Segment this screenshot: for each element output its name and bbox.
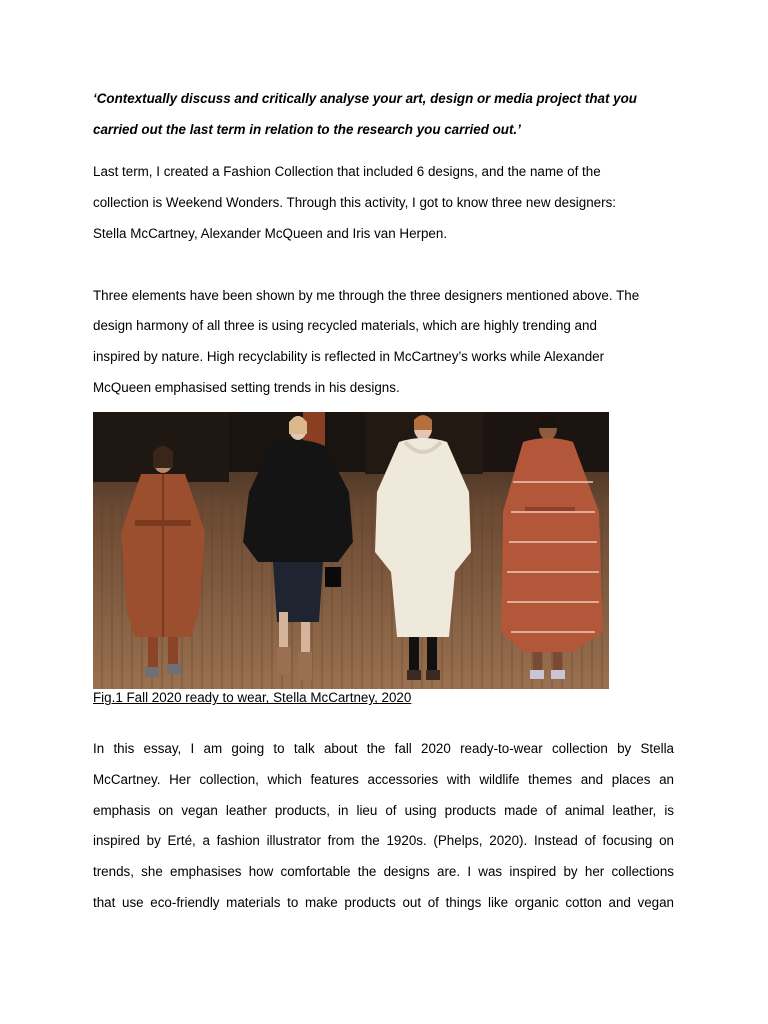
question-line: ‘Contextually discuss and critically analyse your art, design or media project that you bbox=[93, 91, 637, 106]
paragraph-intro bbox=[93, 157, 674, 249]
paragraph-line: inspired by Erté, a fashion illustrator from the 1920s. (Phelps, 2020). Instead of focusing on bbox=[93, 833, 674, 849]
paragraph-line: In this essay, I am going to talk about the fall 2020 ready-to-wear collection by Stella bbox=[93, 741, 674, 757]
paragraph-line: design harmony of all three is using recycled materials, which are highly trending and bbox=[93, 318, 597, 334]
paragraph-line: McCartney. Her collection, which features accessories with wildlife themes and places an bbox=[93, 772, 674, 788]
figure-caption: Fig.1 Fall 2020 ready to wear, Stella McCartney, 2020 bbox=[93, 690, 412, 706]
paragraph-line: that use eco-friendly materials to make products out of things like organic cotton and vegan bbox=[93, 894, 674, 910]
runway-photo-panel-4 bbox=[483, 412, 609, 689]
runway-photo-panel-2 bbox=[229, 412, 365, 689]
paragraph-designers bbox=[93, 281, 674, 404]
paragraph-line: Stella McCartney, Alexander McQueen and Iris van Herpen. bbox=[93, 225, 448, 241]
essay-question bbox=[93, 84, 674, 145]
paragraph-line: collection is Weekend Wonders. Through this activity, I got to know three new designers: bbox=[93, 195, 616, 211]
paragraph-essay-body bbox=[93, 734, 674, 918]
paragraph-line: emphasis on vegan leather products, in lieu of using products made of animal leather, is bbox=[93, 802, 674, 818]
paragraph-line: inspired by nature. High recyclability is reflected in McCartney’s works while Alexander bbox=[93, 348, 605, 364]
paragraph-line: McQueen emphasised setting trends in his designs. bbox=[93, 379, 400, 395]
paragraph-line: Three elements have been shown by me through the three designers mentioned above. The bbox=[93, 287, 640, 303]
document-page bbox=[93, 84, 674, 919]
runway-photo-panel-3 bbox=[365, 412, 483, 689]
runway-photo-figure bbox=[93, 412, 609, 689]
runway-photo-panel-1 bbox=[93, 412, 229, 689]
paragraph-line: trends, she emphasises how comfortable the designs are. I was inspired by her collections bbox=[93, 864, 674, 880]
runway-photo-collage bbox=[93, 412, 609, 689]
question-line: carried out the last term in relation to the research you carried out.’ bbox=[93, 121, 521, 137]
paragraph-line: Last term, I created a Fashion Collection that included 6 designs, and the name of the bbox=[93, 164, 601, 180]
